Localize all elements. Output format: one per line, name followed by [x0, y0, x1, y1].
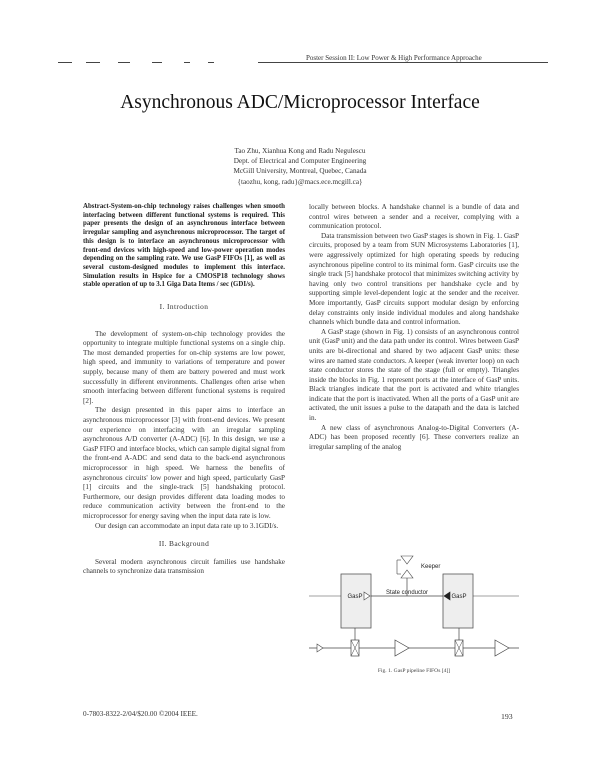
state-conductor-label: State conductor — [385, 590, 429, 596]
author-names: Tao Zhu, Xianhua Kong and Radu Negulescu — [234, 147, 366, 155]
keeper-inverter — [401, 570, 413, 578]
body-paragraph: A GasP stage (shown in Fig. 1) consists of an asynchronous control unit (GasP unit) and the data path under its control. Wires between GasP units are bi-directional and shared by two adjacent GasP units: these wires are named state conductors. A keeper (weak inverter loop) on each state conductor stores the state of the stage (full or empty). Triangles inside the blocks in Fig. 1 represent ports at the interface of GasP units. Black triangles indicate that the port is activated and white triangles indicate that the port is inactivated. When all the ports of a GasP unit are activated, the unit issues a pulse to the datapath and the data is latched in. — [309, 327, 519, 423]
body-paragraph: A new class of asynchronous Analog-to-Digital Converters (A-ADC) has been proposed recently [6]. These converters realize an irregular sampling of the analog — [309, 423, 519, 451]
author-block — [0, 146, 600, 187]
figure-caption: Fig. 1. GasP pipeline FIFOs [4]] — [377, 668, 451, 674]
gasp-unit-right — [443, 574, 473, 628]
session-header: Poster Session II: Low Power & High Performance Approache — [306, 54, 482, 62]
abstract: Abstract-System-on-chip technology raises challenges when smooth interfacing between different functional systems is required. This paper presents the design of an asynchronous interface between irregular sampling and asynchronous microprocessor. The target of this design is to interface an asynchronous microprocessor with front-end devices with high-speed and low-power operation modes depending on the sampling rate. We use GasP FIFOs [1], as well as several custom-designed modules to implement this interface. Simulation results in Hspice for a CMOSP18 technology shows stable operation of up to 3.1 Giga Data Items / sec (GDI/s). — [83, 203, 285, 289]
author-university: McGill University, Montreal, Quebec, Canada — [233, 167, 367, 176]
keeper-label: Keeper — [421, 564, 441, 570]
author-department: Dept. of Electrical and Computer Engineering — [233, 157, 367, 166]
datapath-buffer — [495, 640, 509, 656]
gasp-right-label: GasP — [451, 594, 467, 600]
author-emails: {taozhu, kong, radu}@macs.ece.mcgill.ca} — [237, 177, 363, 186]
keeper-inverter — [401, 556, 413, 564]
right-column — [309, 203, 519, 452]
datapath-buffer — [317, 644, 323, 652]
section-heading-introduction: I. Introduction — [159, 302, 209, 312]
body-paragraph: The design presented in this paper aims to interface an asynchronous microprocessor [3] with front-end devices. We present our experience on interfacing with an irregular sampling asynchronous A/D converter (A-ADC) [6]. In this design, we use a GasP FIFO and interface blocks, which can sample digital signal from the front-end A-ADC and send data to the back-end asynchronous microprocessor in high speed. We harness the benefits of asynchronous circuits' low power and high speed, particularly GasP [1] circuits and the single-track [5] handshaking protocol. Furthermore, our design provides different data loading modes to reduce communication activity between the front-end to the microprocessor for energy saving when the input data rate is low. — [83, 406, 285, 520]
gasp-unit-left — [341, 574, 371, 628]
footer-isbn: 0-7803-8322-2/04/$20.00 ©2004 IEEE. — [83, 710, 198, 718]
gasp-left-label: GasP — [347, 594, 363, 600]
gasp-diagram — [309, 554, 519, 666]
section-heading-background: II. Background — [158, 539, 210, 549]
body-paragraph: Data transmission between two GasP stages is shown in Fig. 1. GasP circuits, proposed by a team from SUN Microsystems Laboratories [1], were aggressively optimized for high operating speeds by reducing asynchronous pipeline control to its minimal form. GasP circuits use the single track [5] handshake protocol that minimizes switching activity by having only two control transitions per handshake cycle and by supporting simple level-dependent logic at the sender and the receiver. More importantly, GasP circuits support modular design by enforcing delay constraints only inside individual modules and along handshake channels which bundle data and control information. — [309, 231, 519, 327]
page-number: 193 — [501, 712, 513, 721]
body-paragraph: locally between blocks. A handshake channel is a bundle of data and control wires between a sender and a receiver, complying with a communication protocol. — [309, 203, 519, 231]
left-column — [83, 203, 285, 577]
figure-gasp-pipeline — [309, 554, 519, 666]
paper-title: Asynchronous ADC/Microprocessor Interface — [120, 92, 480, 113]
body-paragraph: Several modern asynchronous circuit families use handshake channels to synchronize data transmission — [83, 557, 285, 576]
header-rule — [58, 62, 548, 64]
body-paragraph: The development of system-on-chip technology provides the opportunity to integrate multiple functional systems on a single chip. The most demanded properties for on-chip systems are low power, high speed, and immunity to variations of temperature and power supply, because many of them are battery powered and must work successfully in different environments. Challenges often arise when smooth interfacing between different functional systems is required [2]. — [83, 329, 285, 405]
datapath-buffer — [395, 640, 409, 656]
body-paragraph: Our design can accommodate an input data rate up to 3.1GDI/s. — [95, 521, 279, 530]
